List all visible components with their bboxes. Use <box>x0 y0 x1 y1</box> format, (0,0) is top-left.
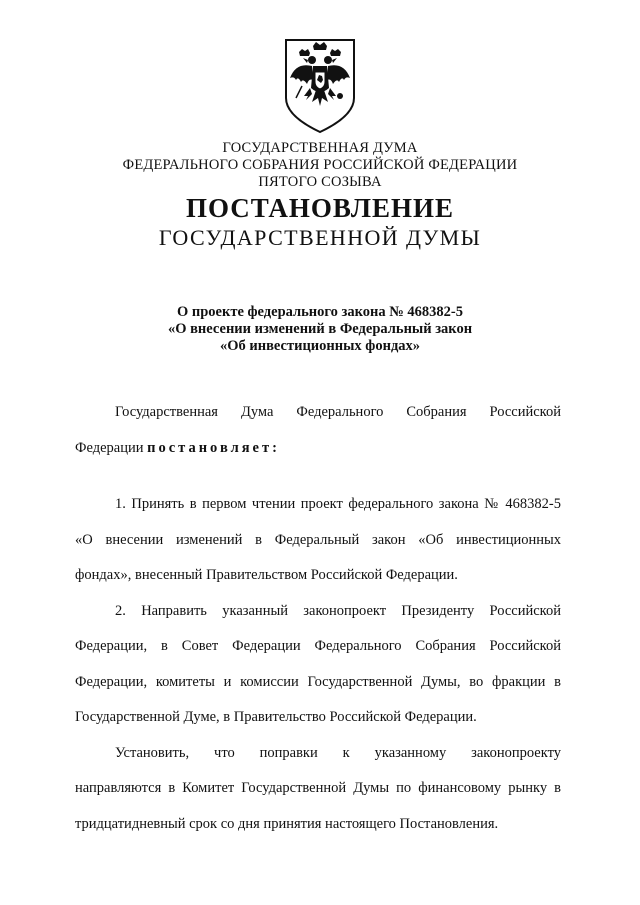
item-2-line-4: Государственной Думе, в Правительство Российской Федерации. <box>75 709 477 725</box>
document-subtitle: ГОСУДАРСТВЕННОЙ ДУМЫ <box>158 225 482 250</box>
item-2-line-3: Федерации, комитеты и комиссии Государственной Думы, во фракции в <box>75 674 561 690</box>
item-2-line-2: Федерации, в Совет Федерации Федерального Собрания Российской <box>75 638 561 654</box>
preamble-line-2 <box>75 439 561 457</box>
document-title: ПОСТАНОВЛЕНИЕ <box>185 193 455 223</box>
header-line-duma: ГОСУДАРСТВЕННАЯ ДУМА <box>222 140 418 156</box>
russian-coat-of-arms-icon <box>282 36 358 134</box>
header-line-convocation: ПЯТОГО СОЗЫВА <box>258 174 382 190</box>
item-1-line-1: 1. Принять в первом чтении проект федерального закона № 468382-5 <box>115 496 561 512</box>
preamble-verb: постановляет: <box>147 440 280 456</box>
header-line-federal-assembly: ФЕДЕРАЛЬНОГО СОБРАНИЯ РОССИЙСКОЙ ФЕДЕРАЦИИ <box>122 157 518 173</box>
item-1-line-3: фондах», внесенный Правительством Российской Федерации. <box>75 567 458 583</box>
preamble-line-1: Государственная Дума Федерального Собрания Российской <box>115 404 561 420</box>
subject-line-2: «О внесении изменений в Федеральный закон <box>167 321 473 337</box>
subject-line-3: «Об инвестиционных фондах» <box>219 338 421 354</box>
preamble-federation-text: Федерации <box>75 440 148 456</box>
item-3-line-2: направляются в Комитет Государственной Думы по финансовому рынку в <box>75 780 561 796</box>
item-1-line-2: «О внесении изменений в Федеральный закон «Об инвестиционных <box>75 532 561 548</box>
item-3-line-3: тридцатидневный срок со дня принятия настоящего Постановления. <box>75 816 499 832</box>
item-3-line-1: Установить, что поправки к указанному законопроекту <box>115 745 561 761</box>
item-2-line-1: 2. Направить указанный законопроект Президенту Российской <box>115 603 561 619</box>
subject-line-1: О проекте федерального закона № 468382-5 <box>176 304 464 320</box>
